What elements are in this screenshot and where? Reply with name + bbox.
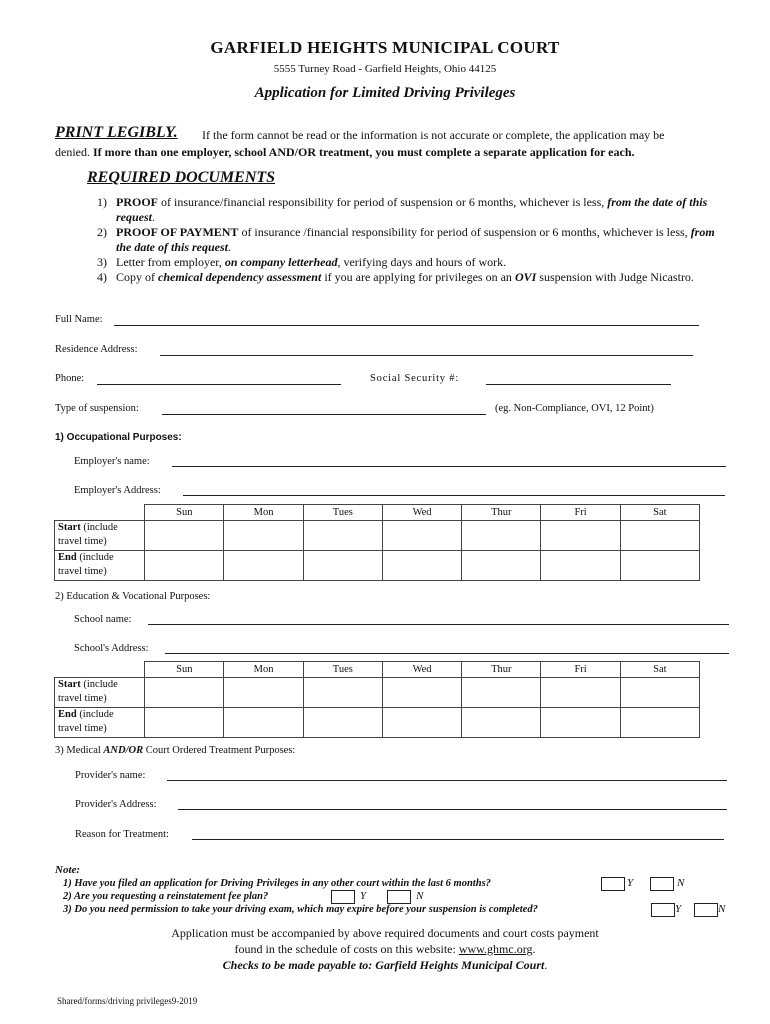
end-time-cell[interactable] xyxy=(145,550,224,580)
required-documents-list xyxy=(97,195,717,285)
start-time-cell[interactable] xyxy=(382,677,461,707)
item-number: 3) xyxy=(97,255,107,269)
item-text: PROOF OF PAYMENT of insurance /financial responsibility for period of suspension or 6 months, whichever is less, from the date of this request. xyxy=(116,225,715,254)
start-time-cell[interactable] xyxy=(303,520,382,550)
employer-address-field[interactable] xyxy=(183,495,725,496)
school-name-field[interactable] xyxy=(148,624,729,625)
q3-yes-label: Y xyxy=(675,903,682,915)
separate-application-note: If more than one employer, school AND/OR treatment, you must complete a separate application for each. xyxy=(93,145,635,159)
medical-heading: 3) Medical AND/OR Court Ordered Treatment Purposes: xyxy=(55,745,296,756)
note-label: Note: xyxy=(55,864,81,876)
item-text: Letter from employer, on company letterhead, verifying days and hours of work. xyxy=(116,255,507,269)
instruction-line1: If the form cannot be read or the information is not accurate or complete, the application may be xyxy=(202,128,665,142)
q3-no-checkbox[interactable] xyxy=(694,903,718,917)
end-time-cell[interactable] xyxy=(541,550,620,580)
start-time-cell[interactable] xyxy=(224,677,303,707)
treatment-reason-field[interactable] xyxy=(192,839,724,840)
phone-label: Phone: xyxy=(55,373,85,384)
schedule-corner xyxy=(55,505,145,521)
court-address: 5555 Turney Road - Garfield Heights, Ohio 44125 xyxy=(273,63,497,75)
phone-field[interactable] xyxy=(97,384,341,385)
ssn-label: Social Security #: xyxy=(370,373,460,384)
instruction-line2 xyxy=(55,145,635,160)
q2-no-label: N xyxy=(416,890,424,902)
q1-no-checkbox[interactable] xyxy=(650,877,674,891)
end-time-cell[interactable] xyxy=(303,550,382,580)
start-time-cell[interactable] xyxy=(541,677,620,707)
q1-yes-checkbox[interactable] xyxy=(601,877,625,891)
q1-no-label: N xyxy=(677,877,685,889)
day-header: Tues xyxy=(303,662,382,678)
end-time-cell[interactable] xyxy=(462,550,541,580)
suspension-type-field[interactable] xyxy=(162,414,486,415)
end-time-cell[interactable] xyxy=(382,550,461,580)
required-documents-heading: REQUIRED DOCUMENTS xyxy=(87,169,276,186)
ssn-field[interactable] xyxy=(486,384,671,385)
employer-address-label: Employer's Address: xyxy=(74,485,161,496)
occupational-heading: 1) Occupational Purposes: xyxy=(55,432,182,443)
school-name-label: School name: xyxy=(74,614,132,625)
q2-no-checkbox[interactable] xyxy=(387,890,411,904)
day-header: Mon xyxy=(224,662,303,678)
footer-website-note: found in the schedule of costs on this website: www.ghmc.org. xyxy=(234,942,536,956)
start-time-cell[interactable] xyxy=(145,677,224,707)
start-time-cell[interactable] xyxy=(224,520,303,550)
school-schedule-table xyxy=(54,661,700,738)
day-header: Sat xyxy=(620,505,699,521)
footer-payment-note: Application must be accompanied by above required documents and court costs payment xyxy=(171,926,599,940)
day-header: Wed xyxy=(382,505,461,521)
start-row-label: Start (include travel time) xyxy=(55,520,145,550)
start-time-cell[interactable] xyxy=(462,520,541,550)
schedule-corner xyxy=(55,662,145,678)
court-title: GARFIELD HEIGHTS MUNICIPAL COURT xyxy=(210,38,560,57)
start-time-cell[interactable] xyxy=(620,677,699,707)
employer-name-field[interactable] xyxy=(172,466,726,467)
end-time-cell[interactable] xyxy=(620,550,699,580)
footer-checks-payable: Checks to be made payable to: Garfield Heights Municipal Court. xyxy=(222,958,548,972)
end-time-cell[interactable] xyxy=(224,550,303,580)
suspension-example: (eg. Non-Compliance, OVI, 12 Point) xyxy=(495,403,654,414)
denied-text: denied. xyxy=(55,145,90,159)
treatment-reason-label: Reason for Treatment: xyxy=(75,829,169,840)
day-header: Tues xyxy=(303,505,382,521)
required-item xyxy=(97,195,717,225)
end-time-cell[interactable] xyxy=(462,707,541,737)
day-header: Thur xyxy=(462,505,541,521)
provider-name-field[interactable] xyxy=(167,780,727,781)
provider-address-label: Provider's Address: xyxy=(75,799,157,810)
start-time-cell[interactable] xyxy=(620,520,699,550)
q3-yes-checkbox[interactable] xyxy=(651,903,675,917)
employer-name-label: Employer's name: xyxy=(74,456,150,467)
question-driving-exam: 3) Do you need permission to take your driving exam, which may expire before your suspension is completed? xyxy=(63,904,538,915)
website-link[interactable]: www.ghmc.org xyxy=(458,942,533,956)
school-address-field[interactable] xyxy=(165,653,729,654)
end-time-cell[interactable] xyxy=(382,707,461,737)
provider-address-field[interactable] xyxy=(178,809,727,810)
q1-yes-label: Y xyxy=(627,877,634,889)
employer-schedule-table xyxy=(54,504,700,581)
start-time-cell[interactable] xyxy=(303,677,382,707)
item-number: 4) xyxy=(97,270,107,284)
start-time-cell[interactable] xyxy=(382,520,461,550)
provider-name-label: Provider's name: xyxy=(75,770,146,781)
day-header: Fri xyxy=(541,662,620,678)
end-time-cell[interactable] xyxy=(620,707,699,737)
day-header: Fri xyxy=(541,505,620,521)
residence-address-label: Residence Address: xyxy=(55,344,138,355)
print-legibly: PRINT LEGIBLY. xyxy=(55,124,178,141)
end-row-label: End (include travel time) xyxy=(55,707,145,737)
day-header: Sun xyxy=(145,662,224,678)
form-title: Application for Limited Driving Privileges xyxy=(254,85,516,101)
suspension-type-label: Type of suspension: xyxy=(55,403,139,414)
required-item xyxy=(97,255,717,270)
item-text: Copy of chemical dependency assessment if you are applying for privileges on an OVI suspension with Judge Nicastro. xyxy=(116,270,694,284)
end-time-cell[interactable] xyxy=(541,707,620,737)
day-header: Mon xyxy=(224,505,303,521)
q3-no-label: N xyxy=(718,903,726,915)
item-text: PROOF of insurance/financial responsibility for period of suspension or 6 months, whichever is less, from the date of this request. xyxy=(116,195,708,224)
form-reference: Shared/forms/driving privileges9-2019 xyxy=(57,996,198,1006)
education-heading: 2) Education & Vocational Purposes: xyxy=(55,591,211,602)
school-address-label: School's Address: xyxy=(74,643,149,654)
question-other-court: 1) Have you filed an application for Driving Privileges in any other court within the last 6 months? xyxy=(63,878,491,889)
day-header: Sat xyxy=(620,662,699,678)
question-fee-plan: 2) Are you requesting a reinstatement fee plan? xyxy=(63,891,269,902)
item-number: 1) xyxy=(97,195,107,209)
day-header: Thur xyxy=(462,662,541,678)
item-number: 2) xyxy=(97,225,107,239)
q2-yes-label: Y xyxy=(360,890,367,902)
start-time-cell[interactable] xyxy=(145,520,224,550)
start-row-label: Start (include travel time) xyxy=(55,677,145,707)
end-row-label: End (include travel time) xyxy=(55,550,145,580)
start-time-cell[interactable] xyxy=(541,520,620,550)
required-item xyxy=(97,225,717,255)
end-time-cell[interactable] xyxy=(224,707,303,737)
residence-address-field[interactable] xyxy=(160,355,693,356)
full-name-label: Full Name: xyxy=(55,314,103,325)
start-time-cell[interactable] xyxy=(462,677,541,707)
end-time-cell[interactable] xyxy=(145,707,224,737)
full-name-field[interactable] xyxy=(114,325,699,326)
end-time-cell[interactable] xyxy=(303,707,382,737)
required-item xyxy=(97,270,717,285)
day-header: Sun xyxy=(145,505,224,521)
day-header: Wed xyxy=(382,662,461,678)
q2-yes-checkbox[interactable] xyxy=(331,890,355,904)
